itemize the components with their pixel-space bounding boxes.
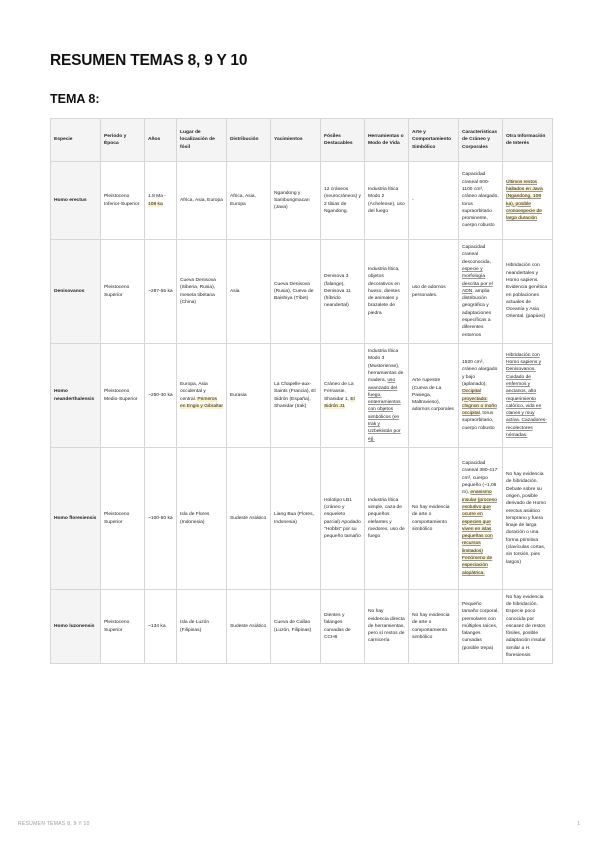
header-lugar: Lugar de localización de fósil (177, 119, 227, 162)
page-title: RESUMEN TEMAS 8, 9 Y 10 (50, 52, 248, 69)
highlighted-text: Occipital proyectado: chignon o moño occipital (462, 389, 497, 417)
cell-fosiles: Denisova 3 (falange), Denisova 11 (híbrido neandertal) (321, 240, 365, 344)
cell-herramientas: Industria lítica simple, caza de pequeños elefantes y roedores, uso de fuego (365, 448, 409, 590)
cell-lugar (177, 344, 227, 448)
cell-otra: Hibridación con neandertales y Homo sapiens. Evidencia genética en poblaciones actuales de Oceanía y Asia Oriental. (papúes) (503, 240, 553, 344)
header-anos: Años (145, 119, 177, 162)
highlighted-text: enanismo insular (proceso evolutivo que ocurre en especies que viven en islas pequeñas con recursos limitados) Fenómeno de especiación alopátrica. (462, 490, 497, 576)
cell-text: 1520 cm³, cráneo alargado y bajo (aplanado), (462, 360, 498, 387)
highlighted-text: Últimos restos hallados en Java (Ngandong, 108 ka), posible cronoespecie de larga duración (506, 179, 543, 222)
header-herramientas: Herramientas o Modo de Vida (365, 119, 409, 162)
cell-arte: No hay evidencia de arte o comportamiento simbólico (409, 448, 459, 590)
cell-anos (145, 162, 177, 240)
cell-arte: uso de adornos personales. (409, 240, 459, 344)
header-arte: Arte y Comportamiento Simbólico (409, 119, 459, 162)
header-distribucion: Distribución (227, 119, 271, 162)
cell-lugar: Isla de Flores (Indonesia) (177, 448, 227, 590)
table-row (51, 448, 553, 590)
cell-yacimientos: Ngandong y Sambungmacan (Java) (271, 162, 321, 240)
cell-yacimientos: Cueva de Callao (Luzón, Filipinas) (271, 590, 321, 664)
cell-fosiles: Holotipo LB1 (cráneo y esqueleto parcial) Apodado "Hobbit" por su pequeño tamaño (321, 448, 365, 590)
cell-herramientas: No hay evidencia directa de herramientas, pero sí restos de carnicería (365, 590, 409, 664)
cell-text: Europa, Asia occidental y central. (180, 381, 208, 402)
cell-fosiles: 12 cráneos (neurocráneos) y 2 tibias de Ngandong. (321, 162, 365, 240)
cell-distribucion: Africa, Asia, Europa (227, 162, 271, 240)
cell-craneo (459, 344, 503, 448)
header-craneo: Características de Cráneo y Corporales (459, 119, 503, 162)
cell-arte: - (409, 162, 459, 240)
header-otra: Otra Información de Interés (503, 119, 553, 162)
cell-periodo: Pleistoceno Superior (101, 448, 145, 590)
cell-arte: Arte rupestre (Cueva de La Pasiega, Maltravieso), adornos corporales (409, 344, 459, 448)
cell-distribucion: Sudeste Asiático (227, 448, 271, 590)
cell-otra (503, 162, 553, 240)
table-row (51, 162, 553, 240)
cell-otra: No hay evidencia de hibridación. Debate sobre su origen, posible derivado de Homo erectus asiático temprano y fuera linaje de larga duración o una forma primitiva (clavículas cortas, sin torsión, pies largos) (503, 448, 553, 590)
cell-yacimientos: Liang Bua (Flores, Indonesia) (271, 448, 321, 590)
cell-craneo: Pequeño tamaño corporal, premolares con múltiples raíces, falanges curvadas (posible trepa) (459, 590, 503, 664)
table-row (51, 240, 553, 344)
cell-herramientas: Industria lítica Modo 2 (Achelense), uso del fuego (365, 162, 409, 240)
underlined-text: uso avanzado del fuego (368, 378, 398, 398)
cell-craneo: Capacidad craneal 600-1100 cm³, cráneo alargado, torus supraorbitario prominente, cuerpo robusto (459, 162, 503, 240)
underlined-text: Hibridación con Homo sapiens y Denisovanos. Cuidado de enfermos y ancianos, alto requerimiento calórico, vida en clanes y muy activa. Cazadores-recolectores nómadas. (506, 352, 547, 438)
cell-lugar: Cueva Denisova (Siberia, Rusia), meseta tibetana (China) (177, 240, 227, 344)
cell-anos: ~100-50 ka (145, 448, 177, 590)
cell-distribucion: Eurasia (227, 344, 271, 448)
cell-especie: Homo luzonensis (51, 590, 101, 664)
table-row (51, 344, 553, 448)
cell-otra (503, 344, 553, 448)
table-row (51, 590, 553, 664)
cell-text: Industria lítica Modo 3 (Musteriense), herramientas de madera, (368, 349, 404, 384)
cell-arte: No hay evidencia de arte o comportamiento simbólico (409, 590, 459, 664)
cell-fosiles (321, 344, 365, 448)
cell-distribucion: Sudeste Asiático (227, 590, 271, 664)
cell-herramientas (365, 344, 409, 448)
underlined-text: especie y morfología descrita por el ADN (462, 266, 493, 294)
header-periodo: Período y Época (101, 119, 145, 162)
highlighted-text: El Sidrón J1 (324, 396, 355, 409)
cell-craneo (459, 240, 503, 344)
cell-text: 1.8 Ma - (148, 194, 166, 200)
cell-periodo: Pleistoceno Superior (101, 590, 145, 664)
highlighted-text: 108 ka (148, 201, 163, 207)
highlighted-text: Primeros en Engis y Gibraltar (180, 396, 223, 409)
header-fosiles: Fósiles Destacables (321, 119, 365, 162)
cell-periodo: Pleistoceno Superior (101, 240, 145, 344)
section-heading: TEMA 8: (50, 92, 100, 106)
cell-text: Cráneo de La Ferrassie, Shanidar 1, (324, 381, 354, 402)
species-table (50, 118, 553, 664)
cell-especie: Denisovanos (51, 240, 101, 344)
cell-anos: ~250-30 ka (145, 344, 177, 448)
table-header-row (51, 119, 553, 162)
cell-herramientas: Industria lítica, objetos decorativos en hueso, dientes de animales y brazalete de piedra (365, 240, 409, 344)
cell-periodo: Pleistoceno Inferior-Superior (101, 162, 145, 240)
cell-fosiles: Dientes y falanges curvadas de CCH6 (321, 590, 365, 664)
cell-otra: No hay evidencia de hibridación. Especie poco conocida por escasez de restos fósiles, posible adaptación insular similar a H. floresiensis (503, 590, 553, 664)
cell-text: Capacidad craneal 380-417 cm³, cuerpo pequeño (~1,06 m), (462, 461, 498, 496)
cell-anos: ~134 ka (145, 590, 177, 664)
cell-anos: ~287-55 ka (145, 240, 177, 344)
cell-especie: Homo erectus (51, 162, 101, 240)
cell-lugar: Isla de Luzón (Filipinas) (177, 590, 227, 664)
cell-distribucion: Asia (227, 240, 271, 344)
cell-yacimientos: Cueva Denisova (Rusia), Cueva de Baishiya (Tíbet) (271, 240, 321, 344)
page-number: 1 (577, 821, 580, 827)
cell-text: , amplia distribución geográfica y adaptaciones específicas a diferentes entornos (462, 288, 492, 338)
cell-craneo (459, 448, 503, 590)
footer-title: RESUMEN TEMAS 8, 9 Y 10 (18, 821, 90, 827)
cell-especie: Homo floresiensis (51, 448, 101, 590)
cell-text: , torus supraorbitario, cuerpo robusto (462, 411, 495, 431)
cell-yacimientos: La Chapelle-aux-Saints (Francia), El Sidrón (España), Shanidar (Irak) (271, 344, 321, 448)
cell-periodo: Pleistoceno Medio-Superior (101, 344, 145, 448)
cell-text: Capacidad craneal desconocida, (462, 245, 491, 265)
underlined-text: , enterramientos con objetos simbólicos (en Irak y Uzbekistán por ej). (368, 392, 401, 442)
header-especie: Especie (51, 119, 101, 162)
cell-lugar: Africa, Asia, Europa (177, 162, 227, 240)
cell-especie: Homo neanderthalensis (51, 344, 101, 448)
header-yacimientos: Yacimientos (271, 119, 321, 162)
